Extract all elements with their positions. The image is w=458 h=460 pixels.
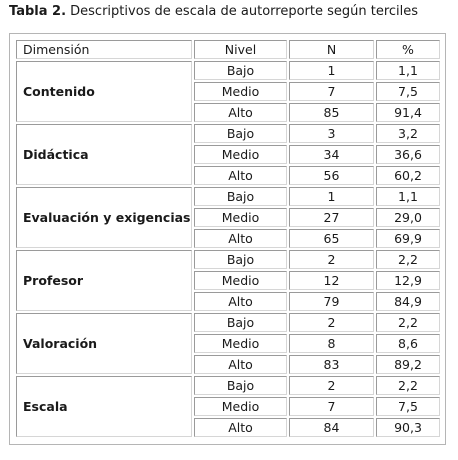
n-cell: 83 [289,355,374,374]
n-cell: 27 [289,208,374,227]
dimension-cell: Valoración [16,313,192,374]
percent-cell: 2,2 [376,376,440,395]
percent-cell: 90,3 [376,418,440,437]
nivel-cell: Alto [194,103,287,122]
table-row [16,376,440,395]
n-cell: 85 [289,103,374,122]
n-cell: 34 [289,145,374,164]
nivel-cell: Medio [194,145,287,164]
percent-cell: 2,2 [376,313,440,332]
table-row [16,313,440,332]
nivel-cell: Alto [194,166,287,185]
table-number: Tabla 2. [9,4,67,19]
percent-cell: 8,6 [376,334,440,353]
percent-cell: 2,2 [376,250,440,269]
percent-cell: 84,9 [376,292,440,311]
n-cell: 65 [289,229,374,248]
nivel-cell: Bajo [194,187,287,206]
n-cell: 2 [289,376,374,395]
table-row [16,187,440,206]
dimension-cell: Evaluación y exigencias [16,187,192,248]
percent-cell: 69,9 [376,229,440,248]
nivel-cell: Bajo [194,250,287,269]
nivel-cell: Alto [194,292,287,311]
percent-cell: 29,0 [376,208,440,227]
header-n: N [289,40,374,59]
nivel-cell: Bajo [194,313,287,332]
dimension-cell: Escala [16,376,192,437]
percent-cell: 1,1 [376,187,440,206]
nivel-cell: Medio [194,334,287,353]
table-row [16,250,440,269]
n-cell: 2 [289,250,374,269]
n-cell: 1 [289,61,374,80]
header-percent: % [376,40,440,59]
dimension-cell: Contenido [16,61,192,122]
percent-cell: 60,2 [376,166,440,185]
table-row [16,124,440,143]
nivel-cell: Medio [194,208,287,227]
percent-cell: 89,2 [376,355,440,374]
nivel-cell: Medio [194,271,287,290]
nivel-cell: Medio [194,397,287,416]
n-cell: 3 [289,124,374,143]
n-cell: 1 [289,187,374,206]
percent-cell: 91,4 [376,103,440,122]
n-cell: 2 [289,313,374,332]
nivel-cell: Alto [194,418,287,437]
percent-cell: 12,9 [376,271,440,290]
n-cell: 7 [289,82,374,101]
header-nivel: Nivel [194,40,287,59]
n-cell: 12 [289,271,374,290]
n-cell: 56 [289,166,374,185]
table-title: Descriptivos de escala de autorreporte según terciles [66,4,419,19]
n-cell: 79 [289,292,374,311]
nivel-cell: Bajo [194,124,287,143]
nivel-cell: Medio [194,82,287,101]
table-frame [9,33,446,445]
percent-cell: 36,6 [376,145,440,164]
percent-cell: 3,2 [376,124,440,143]
table-row [16,61,440,80]
n-cell: 7 [289,397,374,416]
nivel-cell: Alto [194,355,287,374]
n-cell: 84 [289,418,374,437]
percent-cell: 7,5 [376,82,440,101]
percent-cell: 7,5 [376,397,440,416]
header-row [16,40,440,59]
header-dimension: Dimensión [16,40,192,59]
nivel-cell: Bajo [194,376,287,395]
table-body [16,61,440,437]
nivel-cell: Alto [194,229,287,248]
nivel-cell: Bajo [194,61,287,80]
n-cell: 8 [289,334,374,353]
percent-cell: 1,1 [376,61,440,80]
table-caption [9,4,418,19]
dimension-cell: Profesor [16,250,192,311]
descriptives-table [14,38,442,439]
dimension-cell: Didáctica [16,124,192,185]
